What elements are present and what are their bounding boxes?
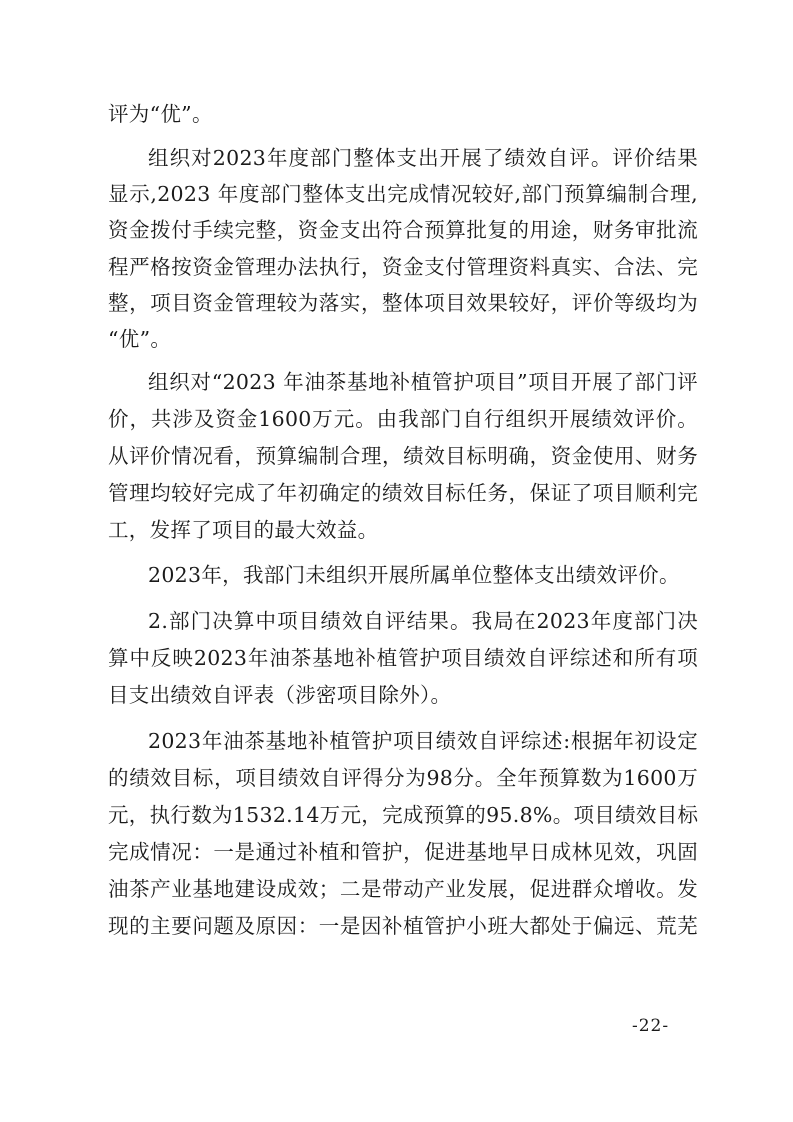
text-line: 现的主要问题及原因：一是因补植管护小班大都处于偏远、荒芜 bbox=[108, 914, 698, 938]
text-line: 程严格按资金管理办法执行，资金支付管理资料真实、合法、完 bbox=[108, 255, 698, 279]
text-line: 管理均较好完成了年初确定的绩效目标任务，保证了项目顺利完 bbox=[108, 481, 698, 505]
paragraph-first-line: 组织对“2023 年油茶基地补植管护项目”项目开展了部门评 bbox=[148, 370, 698, 394]
paragraph-first-line: 组织对2023年度部门整体支出开展了绩效自评。评价结果 bbox=[148, 146, 698, 170]
text-line: 完成情况：一是通过补植和管护，促进基地早日成林见效，巩固 bbox=[108, 840, 698, 864]
text-line: 显示,2023 年度部门整体支出完成情况较好,部门预算编制合理, bbox=[108, 182, 698, 206]
paragraph-first-line: 2023年，我部门未组织开展所属单位整体支出绩效评价。 bbox=[148, 563, 680, 587]
text-line: 油茶产业基地建设成效；二是带动产业发展，促进群众增收。发 bbox=[108, 877, 698, 901]
text-line: 元，执行数为1532.14万元，完成预算的95.8%。项目绩效目标 bbox=[108, 803, 699, 827]
text-line: 工，发挥了项目的最大效益。 bbox=[108, 518, 379, 542]
text-line: 评为“优”。 bbox=[108, 102, 213, 126]
paragraph-first-line: 2023年油茶基地补植管护项目绩效自评综述:根据年初设定 bbox=[148, 729, 698, 753]
text-line: 从评价情况看，预算编制合理，绩效目标明确，资金使用、财务 bbox=[108, 444, 698, 468]
text-line: 资金拨付手续完整，资金支出符合预算批复的用途，财务审批流 bbox=[108, 218, 698, 242]
text-line: 目支出绩效自评表（涉密项目除外）。 bbox=[108, 683, 452, 707]
text-line: 的绩效目标，项目绩效自评得分为98分。全年预算数为1600万 bbox=[108, 766, 698, 790]
text-line: 整，项目资金管理较为落实，整体项目效果较好，评价等级均为 bbox=[108, 291, 698, 315]
text-line: 算中反映2023年油茶基地补植管护项目绩效自评综述和所有项 bbox=[108, 646, 698, 670]
paragraph-first-line: 2.部门决算中项目绩效自评结果。我局在2023年度部门决 bbox=[148, 609, 698, 633]
text-line: “优”。 bbox=[108, 327, 172, 351]
page-number: -22- bbox=[632, 1016, 670, 1036]
text-line: 价，共涉及资金1600万元。由我部门自行组织开展绩效评价。 bbox=[108, 407, 698, 431]
